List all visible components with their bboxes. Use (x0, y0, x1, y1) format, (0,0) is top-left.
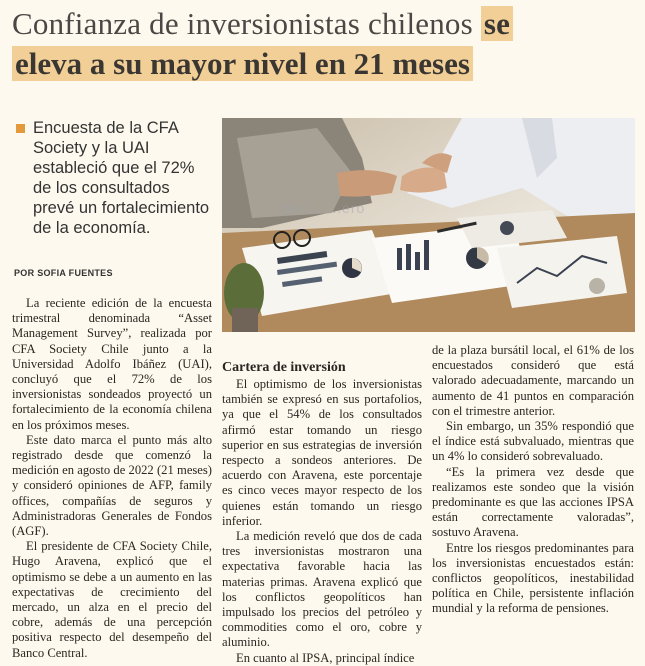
headline (12, 4, 637, 84)
section-subhead: Cartera de inversión (222, 360, 346, 375)
watermark: @el... ...ero (279, 200, 366, 216)
pull-quote-text: Encuesta de la CFA Society y la UAI estableció que el 72% de los consultados prevé un fortalecimiento de la economía. (33, 119, 210, 237)
paragraph: Sin embargo, un 35% respondió que el índice está subvaluado, mientras que un 4% lo consideró sobrevaluado. (432, 419, 634, 464)
square-bullet-icon (16, 124, 25, 133)
article-column-1 (12, 296, 212, 661)
byline: POR SOFIA FUENTES (14, 268, 113, 278)
paragraph: La reciente edición de la encuesta trimestral denominada “Asset Management Survey”, realizada por CFA Society Chile junto a la Universidad Adolfo Ibáñez (UAI), concluyó que el 72% de los inversionistas sondeados proyectó un fortalecimiento de la economía chilena en los próximos meses. (12, 296, 212, 432)
handshake-photo (222, 118, 635, 332)
paragraph: Entre los riesgos predominantes para los inversionistas encuestados están: conflictos geopolíticos, inestabilidad política en Chile, persistente inflación mundial y la reforma de pensiones. (432, 540, 634, 616)
paragraph: En cuanto al IPSA, principal índice (236, 650, 415, 665)
paragraph: “Es la primera vez desde que realizamos este sondeo que la visión predominante es que las acciones IPSA están correctamente valoradas”, sostuvo Aravena. (432, 464, 634, 540)
article-column-3 (432, 343, 634, 617)
pull-quote (10, 118, 210, 258)
paragraph: El optimismo de los inversionistas también se expresó en sus portafolios, ya que el 54% de los consultados afirmó estar tomando un riesgo superior en sus estrategias de inversión respecto a sondeos anteriores. De acuerdo con Aravena, este porcentaje es cinco veces mayor respecto de los quienes están tomando un riesgo inferior. (222, 377, 422, 528)
paragraph: El presidente de CFA Society Chile, Hugo Aravena, explicó que el optimismo se debe a un aumento en las expectativas de crecimiento del mercado, un alza en el precio del cobre, además de una percepción positiva respecto del desempeño del Banco Central. (12, 539, 212, 660)
paragraph: de la plaza bursátil local, el 61% de los encuestados consideró que está valorado adecuadamente, marcando un aumento de 41 puntos en comparación con el trimestre anterior. (432, 343, 634, 418)
article-column-2 (222, 360, 422, 666)
headline-highlight: se (481, 6, 513, 41)
headline-line2: eleva a su mayor nivel en 21 meses (12, 46, 473, 81)
paragraph: La medición reveló que dos de cada tres inversionistas mostraron una expectativa favorable hacia las materias primas. Aravena explicó que los conflictos geopolíticos han impulsado los precios del petróleo y commodities como el oro, cobre y aluminio. (222, 529, 422, 650)
headline-line1: Confianza de inversionistas chilenos (12, 6, 481, 41)
paragraph: Este dato marca el punto más alto registrado desde que comenzó la medición en agosto de 2022 (21 meses) y consideró opiniones de AFP, family offices, compañías de seguros y Administradoras Generales de Fondos (AGF). (12, 432, 212, 539)
